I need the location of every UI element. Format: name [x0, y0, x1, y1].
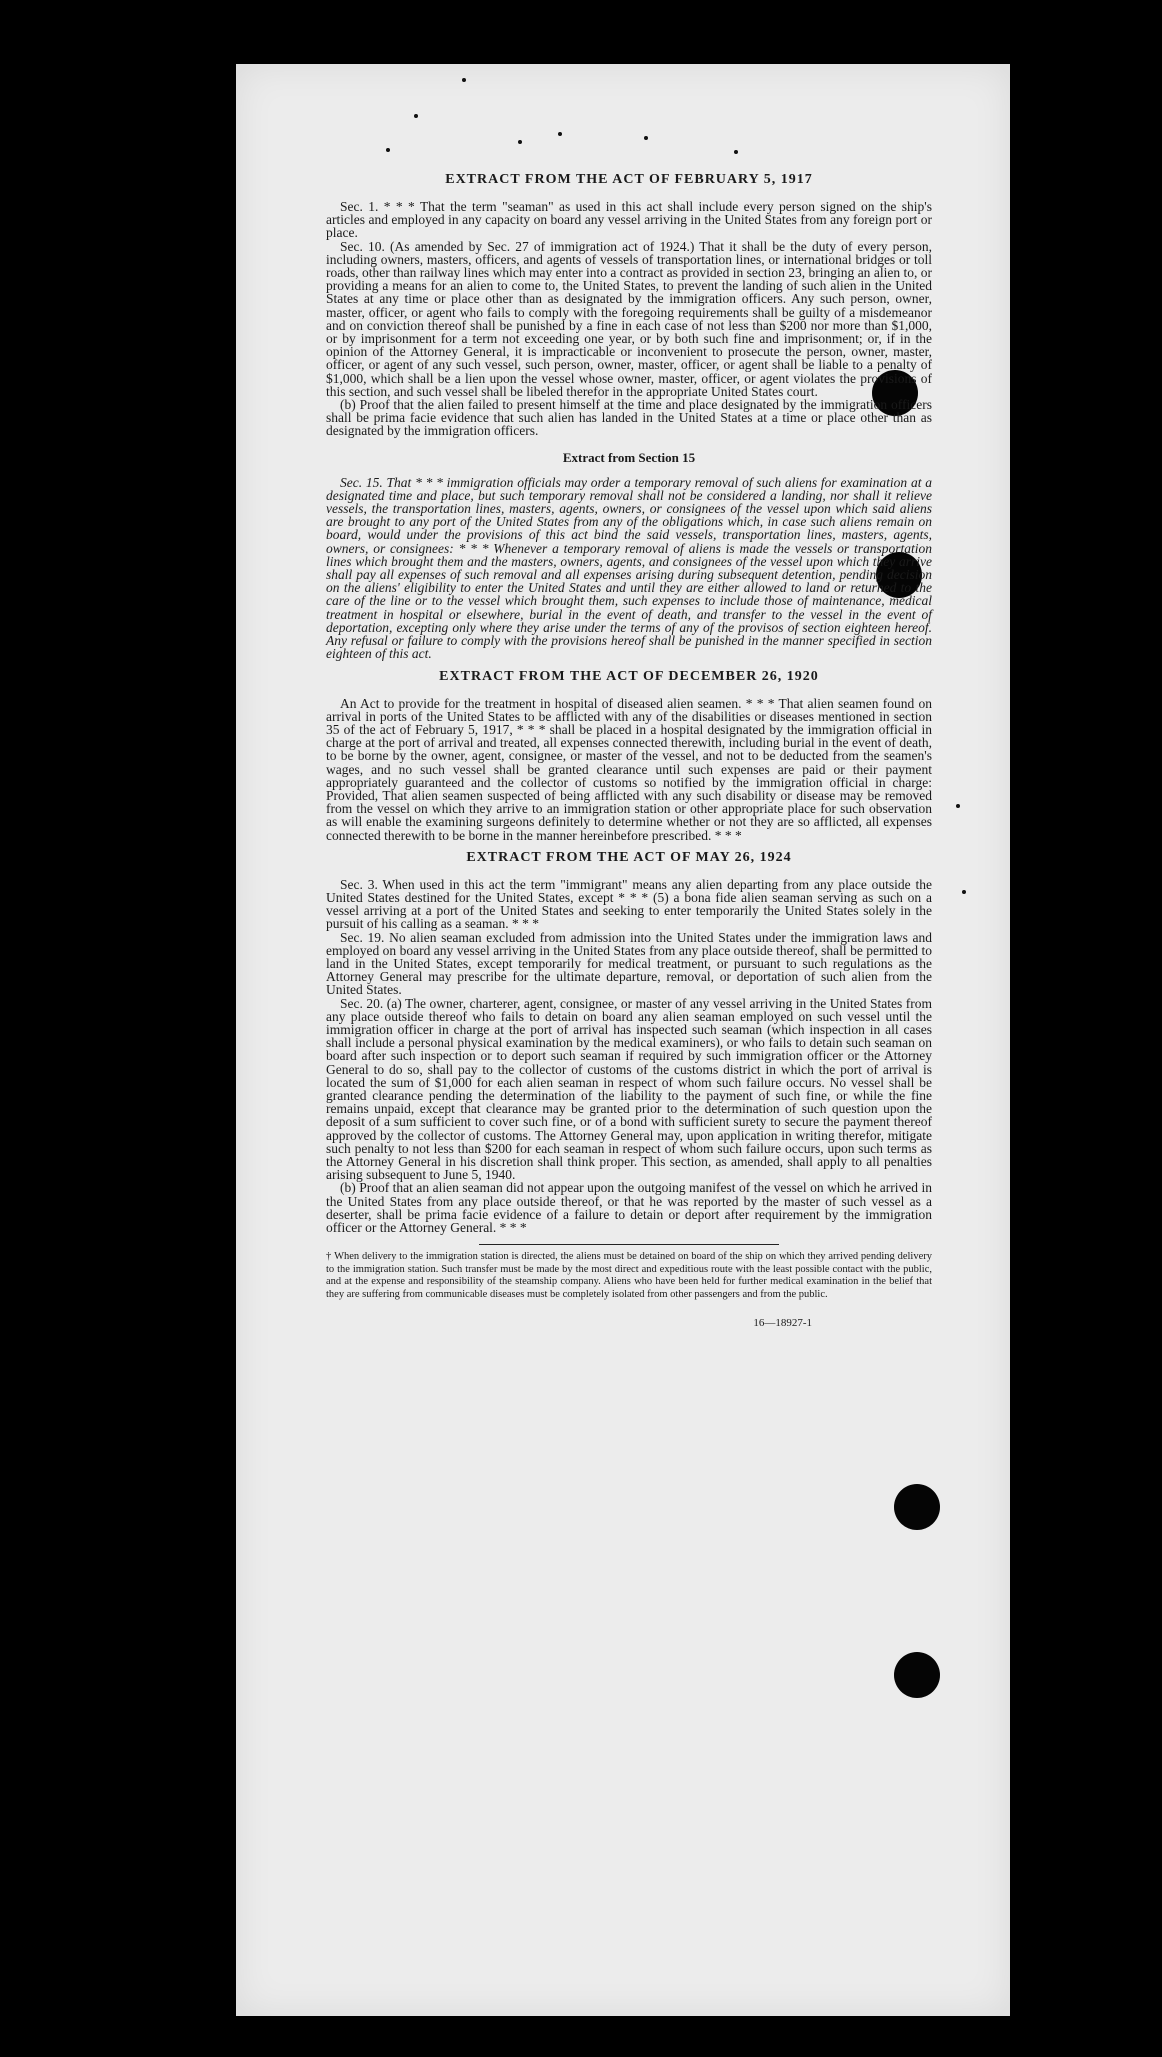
section-heading: EXTRACT FROM THE ACT OF FEBRUARY 5, 1917: [445, 172, 813, 187]
section-paragraph: Sec. 1. * * * That the term "seaman" as used in this act shall include every person signed on the ship's articles and employed in any capacity on board any vessel arriving in the United States from any foreign port or place.: [326, 199, 932, 241]
scan-speck: [386, 148, 390, 152]
scan-speck: [518, 140, 522, 144]
section-paragraph: Sec. 19. No alien seaman excluded from admission into the United States under the immigration laws and employed on board any vessel arriving in the United States from any place outside thereof, shall be permitted to land in the United States, except temporarily for medical treatment, or pursuant to such regulations as the Attorney General may prescribe for the ultimate departure, removal, or deportation of such alien from the United States.: [326, 929, 932, 998]
section-subheading: Extract from Section 15: [562, 449, 696, 465]
section-paragraph: Sec. 20. (a) The owner, charterer, agent, consignee, or master of any vessel arriving in the United States from any place outside thereof who fails to detain on board any alien seaman employed on such vessel until the immigration officer in charge at the port of arrival has inspected such seaman (which inspection in all cases shall include a personal physical examination by the medical examiners), or who fails to detain such seaman on board after such inspection or to deport such seaman if required by such immigration officer or the Attorney General to do so, shall pay to the collector of customs of the customs district in which the port of arrival is located the sum of $1,000 for each alien seaman in respect of whom such failure occurs. No vessel shall be granted clearance pending the determination of the liability to the payment of such fine, or while the fine remains unpaid, except that clearance may be granted prior to the determination of such question upon the deposit of a sum sufficient to cover such fine, or of a bond with sufficient surety to secure the payment thereof approved by the collector of customs. The Attorney General may, upon application in writing therefor, mitigate such penalty to not less than $200 for each seaman in respect of whom such failure occurs, upon such terms as the Attorney General in his discretion shall think proper. This section, as amended, shall apply to all penalties arising subsequent to June 5, 1940.: [326, 995, 932, 1183]
section-paragraph: Sec. 10. (As amended by Sec. 27 of immigration act of 1924.) That it shall be the duty of every person, including owners, masters, officers, and agents of vessels of transportation lines, or international bridges or toll roads, other than railway lines which may enter into a contract as provided in section 23, bringing an alien to, or providing a means for an alien to come to, the United States, to prevent the landing of such alien in the United States at any time or place other than as designated by the immigration officers. Any such person, owner, master, officer, or agent who fails to comply with the foregoing requirements shall be guilty of a misdemeanor and on conviction thereof shall be punished by a fine in each case of not less than $200 nor more than $1,000, or by imprisonment for a term not exceeding one year, or by both such fine and imprisonment; or, if in the opinion of the Attorney General, it is impracticable or inconvenient to prosecute the person, owner, master, officer, or agent of any such vessel, such person, owner, master, officer, or agent shall be liable to a penalty of $1,000, which shall be a lien upon the vessel whose owner, master, officer, or agent violates the provisions of this section, and such vessel shall be libeled therefor in the appropriate United States court.: [326, 238, 932, 399]
section-heading: EXTRACT FROM THE ACT OF MAY 26, 1924: [466, 849, 792, 865]
footnote-divider: [479, 1244, 779, 1245]
punch-hole: [894, 1484, 940, 1530]
section-may-1924: [326, 850, 932, 1234]
document-page: [236, 64, 1010, 2016]
form-code: 16—18927-1: [753, 1317, 812, 1330]
scan-speck: [734, 150, 738, 154]
section-dec-1920: [326, 669, 932, 842]
section-paragraph: (b) Proof that the alien failed to present himself at the time and place designated by the immigration officers shall be prima facie evidence that such alien has landed in the United States at a time or place other than as designated by the immigration officers.: [326, 397, 932, 439]
scan-speck: [644, 136, 648, 140]
section-heading: EXTRACT FROM THE ACT OF DECEMBER 26, 1920: [439, 668, 819, 684]
section-paragraph: (b) Proof that an alien seaman did not appear upon the outgoing manifest of the vessel on which he arrived in the United States from any place outside thereof, or that he was reported by the master of such vessel as a deserter, shall be prima facie evidence of a failure to detain or deport after requirement by the immigration officer or the Attorney General. * * *: [326, 1180, 932, 1236]
punch-hole: [894, 1652, 940, 1698]
section-feb-1917: [326, 172, 932, 438]
document-text: [326, 172, 932, 1329]
scan-speck: [956, 804, 960, 808]
section-15-extract: [326, 450, 932, 661]
section-paragraph: Sec. 15. That * * * immigration officials may order a temporary removal of such aliens for examination at a designated time and place, but such temporary removal shall not be considered a landing, nor shall it relieve vessels, the transportation lines, masters, agents, owners, or consignees of the vessel upon which said aliens are brought to any port of the United States from any of the obligations which, in case such aliens remain on board, would under the provisions of this act bind the said vessels, transportation lines, masters, agents, owners, or consignees: * * * Whenever a temporary removal of aliens is made the vessels or transportation lines which brought them and the masters, owners, agents, and consignees of the vessel upon which they arrive shall pay all expenses of such removal and all expenses arising during subsequent detention, pending decision on the aliens' eligibility to enter the United States and until they are either allowed to land or returned to the care of the line or to the vessel which brought them, such expenses to include those of maintenance, medical treatment in hospital or elsewhere, burial in the event of death, and transfer to the vessel in the event of deportation, excepting only where they arise under the terms of any of the provisos of section eighteen hereof. Any refusal or failure to comply with the provisions hereof shall be punished in the manner specified in section eighteen of this act.: [326, 474, 932, 662]
scan-speck: [414, 114, 418, 118]
scan-speck: [558, 132, 562, 136]
section-paragraph: Sec. 3. When used in this act the term "immigrant" means any alien departing from any place outside the United States destined for the United States, except * * * (5) a bona fide alien seaman serving as such on a vessel arriving at a port of the United States and seeking to enter temporarily the United States solely in the pursuit of his calling as a seaman. * * *: [326, 876, 932, 932]
section-paragraph: An Act to provide for the treatment in hospital of diseased alien seamen. * * * That alien seamen found on arrival in ports of the United States to be afflicted with any of the disabilities or diseases mentioned in section 35 of the act of February 5, 1917, * * * shall be placed in a hospital designated by the immigration official in charge at the port of arrival and treated, all expenses connected therewith, including burial in the event of death, to be borne by the owner, agent, consignee, or master of the vessel, and not to be deducted from the seamen's wages, and no such vessel shall be granted clearance until such expenses are paid or their payment appropriately guaranteed and the collector of customs so notified by the immigration official in charge: Provided, That alien seamen suspected of being afflicted with any such disability or disease may be removed from the vessel on which they arrive to an immigration station or other appropriate place for such observation as will enable the examining surgeons definitely to determine whether or not they are so afflicted, all expenses connected therewith to be borne in the manner hereinbefore prescribed. * * *: [326, 695, 932, 843]
scan-speck: [962, 890, 966, 894]
footnote: † When delivery to the immigration station is directed, the aliens must be detained on board of the ship on which they arrived pending delivery to the immigration station. Such transfer must be made by the most direct and expeditious route with the least possible contact with the public, and at the expense and responsibility of the steamship company. Aliens who have been held for further medical examination in the belief that they are suffering from communicable diseases must be completely isolated from other passengers and from the public.: [326, 1251, 932, 1300]
scan-speck: [462, 78, 466, 82]
